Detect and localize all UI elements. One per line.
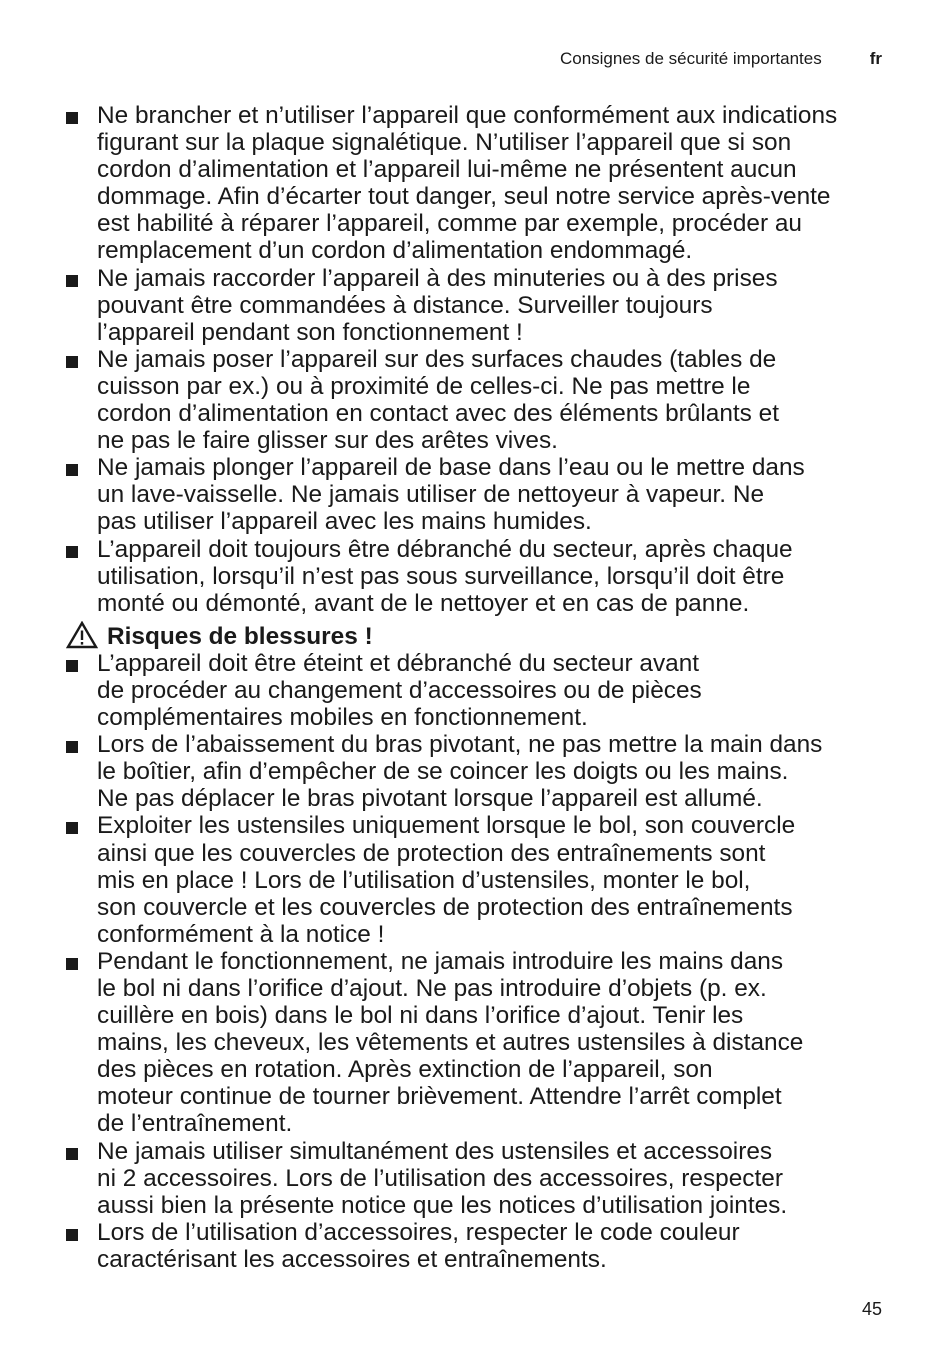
list-item-text: Ne brancher et n’utiliser l’appareil que conformément aux indications figurant sur la plaque signalétique. N’utiliser l’appareil que si son cordon d’alimentation et l’appareil lui-même ne présentent aucun dommage. Afin d’écarter tout danger, seul notre service après-vente est habilité à réparer l’appareil, comme par exemple, procéder au remplacement d’un cordon d’alimentation endommagé.: [97, 102, 838, 265]
list-item: [66, 948, 896, 1138]
list-item-text: L’appareil doit être éteint et débranché du secteur avant de procéder au changement d’accessoires ou de pièces complémentaires mobiles en fonctionnement.: [97, 649, 702, 732]
square-bullet-icon: [66, 275, 78, 287]
warning-title: Risques de blessures !: [107, 622, 373, 650]
list-item: [66, 1138, 896, 1219]
square-bullet-icon: [66, 546, 78, 558]
list-item-text: Ne jamais raccorder l’appareil à des minuteries ou à des prises pouvant être commandées à distance. Surveiller toujours l’appareil pendant son fonctionnement !: [97, 264, 778, 346]
warning-triangle-icon: [66, 621, 98, 649]
square-bullet-icon: [66, 464, 78, 476]
list-item: [66, 650, 896, 731]
list-item: [66, 346, 896, 454]
list-item-text: Lors de l’abaissement du bras pivotant, ne pas mettre la main dans le boîtier, afin d’empêcher de se coincer les doigts ou les mains. Ne pas déplacer le bras pivotant lorsque l’appareil est allumé.: [97, 731, 823, 813]
list-item: [66, 265, 896, 346]
list-item-text: Ne jamais poser l’appareil sur des surfaces chaudes (tables de cuisson par ex.) ou à proximité de celles-ci. Ne pas mettre le cordon d’alimentation en contact avec des éléments brûlants et ne pas le faire glisser sur des arêtes vives.: [97, 345, 779, 455]
list-item: [66, 812, 896, 947]
list-item-text: Exploiter les ustensiles uniquement lorsque le bol, son couvercle ainsi que les couvercles de protection des entraînements sont mis en place ! Lors de l’utilisation d’ustensiles, monter le bol, son couvercle et les couvercles de protection des entraînements conformément à la notice !: [97, 812, 796, 948]
square-bullet-icon: [66, 1148, 78, 1160]
list-item: [66, 1219, 896, 1273]
list-item: [66, 102, 896, 265]
square-bullet-icon: [66, 741, 78, 753]
list-item-text: Lors de l’utilisation d’accessoires, respecter le code couleur caractérisant les accessoires et entraînements.: [97, 1218, 740, 1273]
page-number: 45: [861, 1299, 882, 1319]
warning-heading: [66, 623, 896, 650]
list-item-text: Ne jamais utiliser simultanément des ustensiles et accessoires ni 2 accessoires. Lors de l’utilisation des accessoires, respecter aussi bien la présente notice que les notices d’utilisation jointes.: [97, 1137, 788, 1219]
page-content: [66, 102, 896, 1273]
safety-list-general: [66, 102, 896, 617]
list-item-text: Ne jamais plonger l’appareil de base dans l’eau ou le mettre dans un lave-vaisselle. Ne jamais utiliser de nettoyeur à vapeur. Ne pas utiliser l’appareil avec les mains humides.: [97, 454, 805, 536]
page-header: [560, 48, 882, 70]
square-bullet-icon: [66, 822, 78, 834]
square-bullet-icon: [66, 112, 78, 124]
safety-list-injury: [66, 650, 896, 1273]
language-code: fr: [869, 49, 882, 68]
square-bullet-icon: [66, 356, 78, 368]
list-item: [66, 454, 896, 535]
list-item-text: Pendant le fonctionnement, ne jamais introduire les mains dans le bol ni dans l’orifice d’ajout. Ne pas introduire d’objets (p. ex. cuillère en bois) dans le bol ni dans l’orifice d’ajout. Tenir les mains, les cheveux, les vêtements et autres ustensiles à distance des pièces en rotation. Après extinction de l’appareil, son moteur continue de tourner brièvement. Attendre l’arrêt complet de l’entraînement.: [97, 947, 804, 1138]
list-item: [66, 731, 896, 812]
header-title: Consignes de sécurité importantes: [559, 49, 822, 68]
list-item-text: L’appareil doit toujours être débranché du secteur, après chaque utilisation, lorsqu’il n’est pas sous surveillance, lorsqu’il doit être monté ou démonté, avant de le nettoyer et en cas de panne.: [97, 535, 793, 617]
square-bullet-icon: [66, 660, 78, 672]
square-bullet-icon: [66, 1229, 78, 1241]
list-item: [66, 536, 896, 617]
square-bullet-icon: [66, 958, 78, 970]
